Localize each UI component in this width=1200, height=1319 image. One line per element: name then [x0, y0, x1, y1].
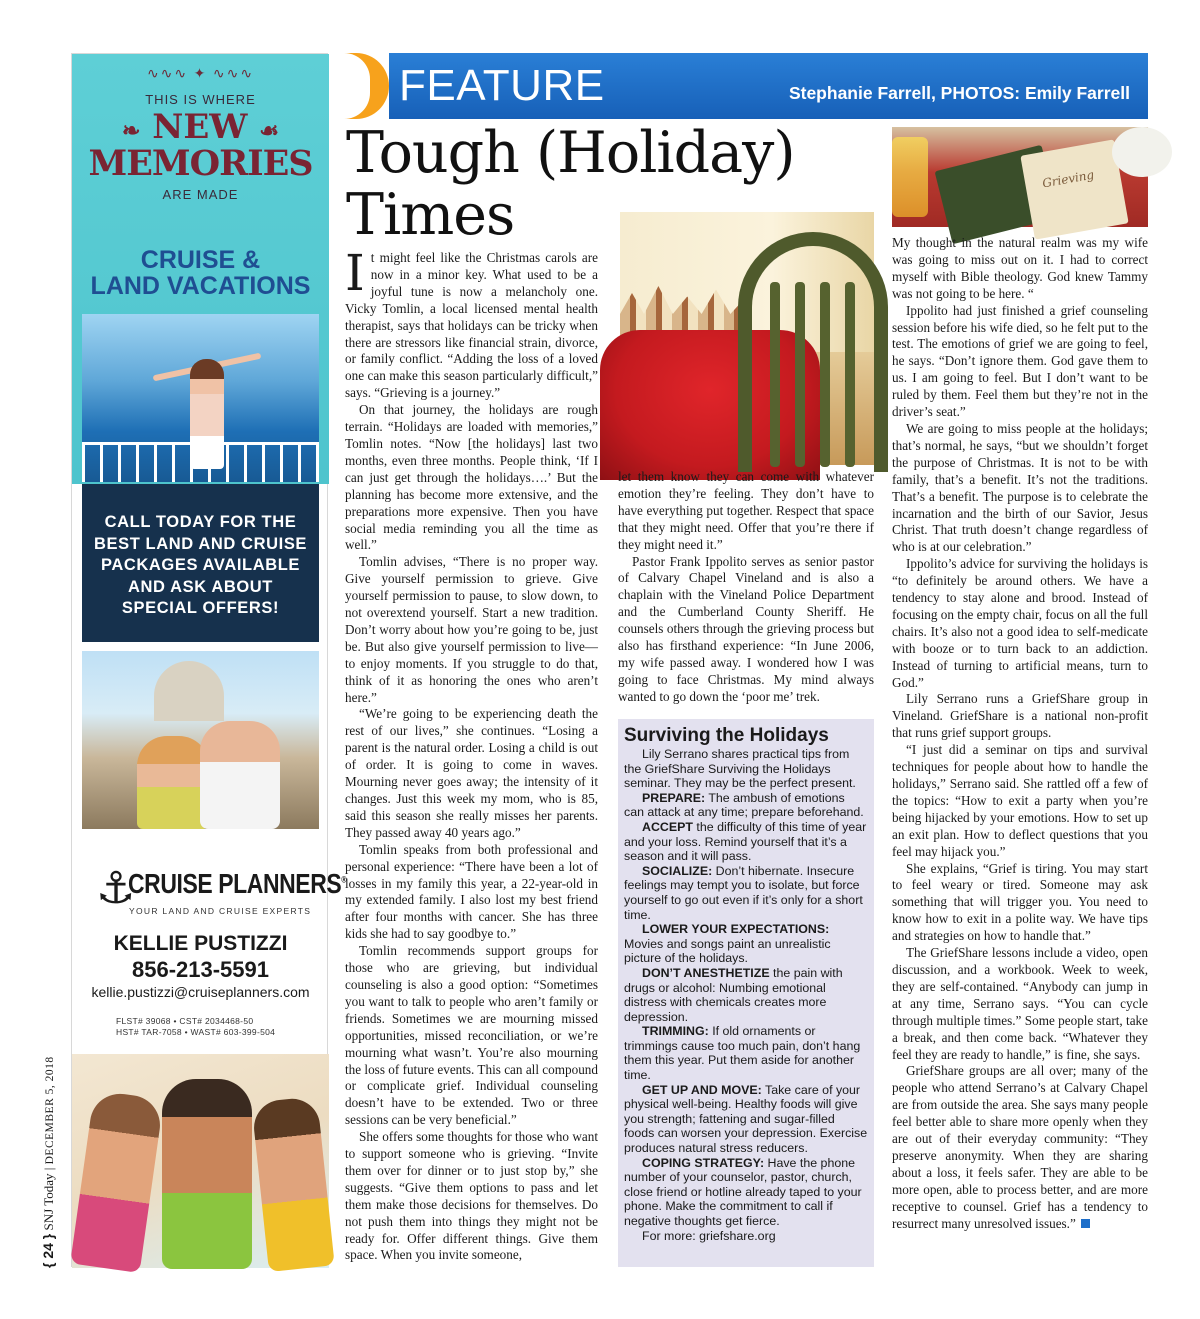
ad-flourish-top: ∿∿∿ ✦ ∿∿∿ [146, 67, 255, 82]
ad-photo-kids-snorkel [72, 1054, 329, 1268]
paragraph: The GriefShare lessons include a video, open discussion, and a workbook. Week to week, they are self-contained. “Anybody can jump in at any time, Serrano says. “You can cycle through multiple times.” Some people start, take a break, and then come back. “Whatever they feel they are ready to handle,” is fine, she says. [892, 945, 1148, 1062]
sidebar-tip: TRIMMING: If old ornaments or trimmings cause too much pain, don’t hang them this year. Put them aside for another time. [624, 1024, 861, 1083]
paragraph: My thought in the natural realm was my wife was going to miss out on it. I had to correct myself with Bible theology. God knew Tammy was not going to be here. “ [892, 235, 1148, 301]
folio-separator: | [41, 1167, 56, 1171]
ad-call-line1: CALL TODAY FOR THE [104, 513, 297, 531]
paragraph: We are going to miss people at the holidays; that’s normal, he says, “but we shouldn’t forget the purpose of Christmas. It is not to be with family, that’s a benefit. It’s not the traditions. That’s a benefit. The purpose is to celebrate the incarnation and the birth of our Savior, Jesus Christ. That truth doesn’t change regardless of who is at our celebration.” [892, 420, 1148, 555]
sidebar-tip: SOCIALIZE: Don’t hibernate. Insecure feelings may tempt you to isolate, but force yourself to go out even if it’s only for a short time. [624, 863, 863, 922]
paragraph: Pastor Frank Ippolito serves as senior pastor of Calvary Chapel Vineland and is also a chaplain with the Vineland Police Department and the Cumberland County Sheriff. He counsels others through the grieving process but also has firsthand experience: “In June 2006, my wife passed away. I wondered how I was going to face Christmas. My mind always wanted to go down the ‘poor me’ trek. [618, 553, 874, 704]
sidebar-tip: DON’T ANESTHETIZE the pain with drugs or alcohol: Numbing emotional distress with chemicals creates more depression. [624, 965, 843, 1024]
drop-cap: I [345, 244, 365, 302]
paragraph: GriefShare groups are all over; many of the people who attend Serrano’s at Calvary Chapel are from outside the area. She says many people feel better able to share more openly when they are out of their everyday community: “They preserve anonymity. When they are sharing about a loss, it feels safer. They are able to be more open, able to process better, and are more receptive to counsel. Grief has a tendency to resurrect many unresolved issues.” [892, 1063, 1148, 1231]
paragraph: Ippolito’s advice for surviving the holidays is “to definitely be around others. We have a tendency to stay alone and brood. Instead of focusing on the empty chair, focus on all the full chairs. It’s also not a good idea to self-medicate with booze or to turn back to an addiction. Instead of turning to artificial means, turn to God.” [892, 556, 1148, 690]
ad-tagline-new [72, 107, 329, 147]
paragraph: On that journey, the holidays are rough terrain. “Holidays are loaded with memories,” Tomlin notes. “Now [the holidays] last two months, even three months. People think, ‘If I can just get through the holidays….’ But the planning has become more extensive, and the preparations more expensive. Then you have social media reminding you all the time as well.” [345, 402, 598, 553]
ad-phone[interactable]: 856-213-5591 [131, 957, 269, 982]
sidebar-intro: Lily Serrano shares practical tips from the GriefShare Surviving the Holidays seminar. They may be the perfect present. [624, 747, 856, 791]
ad-agent-name: KELLIE PUSTIZZI [113, 932, 288, 955]
ad-photo-rome-selfie [82, 651, 319, 829]
paragraph: Ippolito had just finished a grief counseling session before his wife died, so he felt put to the test. The emotions of grief we are going to feel, he says. “Don’t ignore them. God gave them to us. I am going to feel. But I don’t want to be ruled by them. Feel them but they’re not in the driver’s seat.” [892, 302, 1148, 420]
folio-date: DECEMBER 5, 2018 [44, 1056, 56, 1165]
ad-service-line1: CRUISE & [140, 246, 261, 274]
ad-call-line4: AND ASK ABOUT [128, 577, 273, 596]
paragraph: “We’re going to be experiencing death the rest of our lives,” she continues. “Losing a parent is the natural order. Losing a child is out of order. It is going to come in waves. Mourning never goes away; the intensity of it changes. Just this week my mom, who is 85, said this season she really misses her parents. They passed away 40 years ago.” [345, 706, 598, 840]
ad-call-line2: BEST LAND AND CRUISE [93, 534, 308, 553]
paragraph: Tomlin speaks from both professional and personal experience: “There have been a lot of losses in my family this year, a 22-year-old in my extended family. I also lost my best friend after four months with cancer. She has three kids she had to say goodbye to.” [345, 841, 598, 942]
photo-christmas-village-chair [620, 212, 874, 465]
paragraph: It might feel like the Christmas carols are now in a minor key. What used to be a joyful tune is now a melancholy one. Vicky Tomlin, a local licensed mental health therapist, says that holidays can be tricky when there are stressors like financial strain, divorce, or family conflict. “Adding the loss of a loved one can make this season particularly difficult,” says. “Grieving is a journey.” [345, 244, 598, 401]
cruise-planners-logo [72, 862, 347, 922]
anchor-icon: ⚓ [96, 863, 136, 914]
book-title: Grieving [1041, 167, 1096, 191]
photo-grieving-book [892, 127, 1148, 227]
ad-logo-name: CRUISE PLANNERS® [128, 868, 347, 899]
section-label: FEATURE [399, 61, 605, 110]
paragraph: let them know they can come with whatever emotion they’re feeling. They don’t have to have everything put together. Respect that space that they might need. Offer that you’re there if they might need it.” [618, 469, 874, 552]
flourish-right-icon: ☙ [259, 118, 280, 144]
ad-call-line3: PACKAGES AVAILABLE [100, 556, 301, 574]
end-mark-icon [1081, 1219, 1090, 1228]
folio-page-number: { 24 } [40, 1233, 56, 1268]
cruise-planners-ad[interactable] [71, 53, 347, 1267]
ad-tagline-big2: MEMORIES [88, 143, 313, 184]
flourish-left-icon: ❧ [121, 118, 141, 144]
paragraph: Tomlin advises, “There is no proper way. Give yourself permission to grieve. Give yourself permission to pause, to slow down, to not overextend yourself. Start a new tradition. Don’t worry about how you’re going to be, just be. But also give yourself permission to live—to enjoy moments. If you struggle to do that, think of it as honoring the ones who aren’t here.” [345, 554, 598, 705]
ad-call-box [82, 484, 319, 642]
paragraph: She explains, “Grief is tiring. You may start to feel weary or tired. Someone may ask something that will trigger you. You need to know how to exit in a polite way. We have tips and strategies on how to handle that.” [892, 860, 1148, 944]
section-header-tab [344, 53, 389, 119]
sidebar-surviving-holidays [618, 719, 874, 1267]
article-column-2 [618, 469, 874, 709]
ad-tagline-bottom: ARE MADE [162, 187, 239, 202]
ad-service-heading [72, 247, 329, 299]
sidebar-tip: PREPARE: The ambush of emotions can attack at any time; prepare beforehand. [624, 790, 864, 820]
folio-publication: SNJ Today [41, 1173, 56, 1231]
headline: Tough (Holiday) Times [346, 120, 795, 248]
paragraph: She offers some thoughts for those who want to support someone who is grieving. “Invite them over for dinner or to just stop by,” she suggests. “Give them options to pass and let them make those decisions for themselves. Do not push them into things they might not be ready for. Offer different things. Give them space. When you invite someone, [345, 1129, 598, 1263]
registered-mark: ® [341, 874, 347, 885]
article-column-1 [345, 244, 598, 1270]
paragraph: Lily Serrano runs a GriefShare group in Vineland. GriefShare is a national non-profit that runs grief support groups. [892, 691, 1148, 741]
page-folio [40, 1018, 57, 1268]
paragraph: “I just did a seminar on tips and survival techniques for people about how to handle the holidays,” Serrano said. She rattled off a few of the topics: “How to exit a party when you’re being hijacked by your emotions. How to set up an exit plan. How to deflect questions that you feel may hijack you.” [892, 742, 1148, 859]
ad-email[interactable]: kellie.pustizzi@cruiseplanners.com [91, 984, 310, 1000]
sidebar-tip: GET UP AND MOVE: Take care of your physical well-being. Healthy foods will give you strength; fattening and sugar-filled foods can worsen your depression. Exercise produces natural stress reducers. [624, 1082, 868, 1156]
sidebar-tip: ACCEPT the difficulty of this time of year and your loss. Remind yourself that it’s a season and it will pass. [624, 819, 867, 864]
ad-service-line2: LAND VACATIONS [90, 272, 311, 300]
ad-call-line5: SPECIAL OFFERS! [121, 599, 280, 617]
ad-license-line1: FLST# 39068 • CST# 2034468-50 [116, 1016, 254, 1026]
article-column-3 [892, 235, 1148, 1270]
byline: Stephanie Farrell, PHOTOS: Emily Farrell [788, 83, 1130, 103]
sidebar-tip: COPING STRATEGY: Have the phone number of your counselor, pastor, church, close friend or hotline already taped to your phone. Make the commitment to call if negative thoughts get fierce. [624, 1155, 862, 1228]
ad-logo-tagline: YOUR LAND AND CRUISE EXPERTS [129, 906, 312, 916]
sidebar-tip: LOWER YOUR EXPECTATIONS: Movies and songs paint an unrealistic picture of the holidays. [624, 922, 831, 966]
ad-tagline-top: THIS IS WHERE [145, 92, 256, 107]
ad-photo-ship-deck [82, 314, 319, 482]
paragraph: Tomlin recommends support groups for those who are grieving, but individual counseling is also a good option: “Sometimes you want to talk to people who aren’t family or friends. Sometimes we are mourning missed opportunities, missed reconciliation, or we’re mourning what wasn’t. You’re also mourning the loss of future events. This can all compound or complicate grief. Individual counseling doesn’t have to be extended. Two or three sessions can be very beneficial.” [345, 943, 598, 1128]
sidebar-more-link[interactable]: For more: griefshare.org [642, 1228, 776, 1243]
sidebar-title: Surviving the Holidays [624, 725, 829, 746]
ad-tagline-big1: NEW [152, 107, 248, 147]
ad-license-line2: HST# TAR-7058 • WAST# 603-399-504 [116, 1027, 276, 1037]
